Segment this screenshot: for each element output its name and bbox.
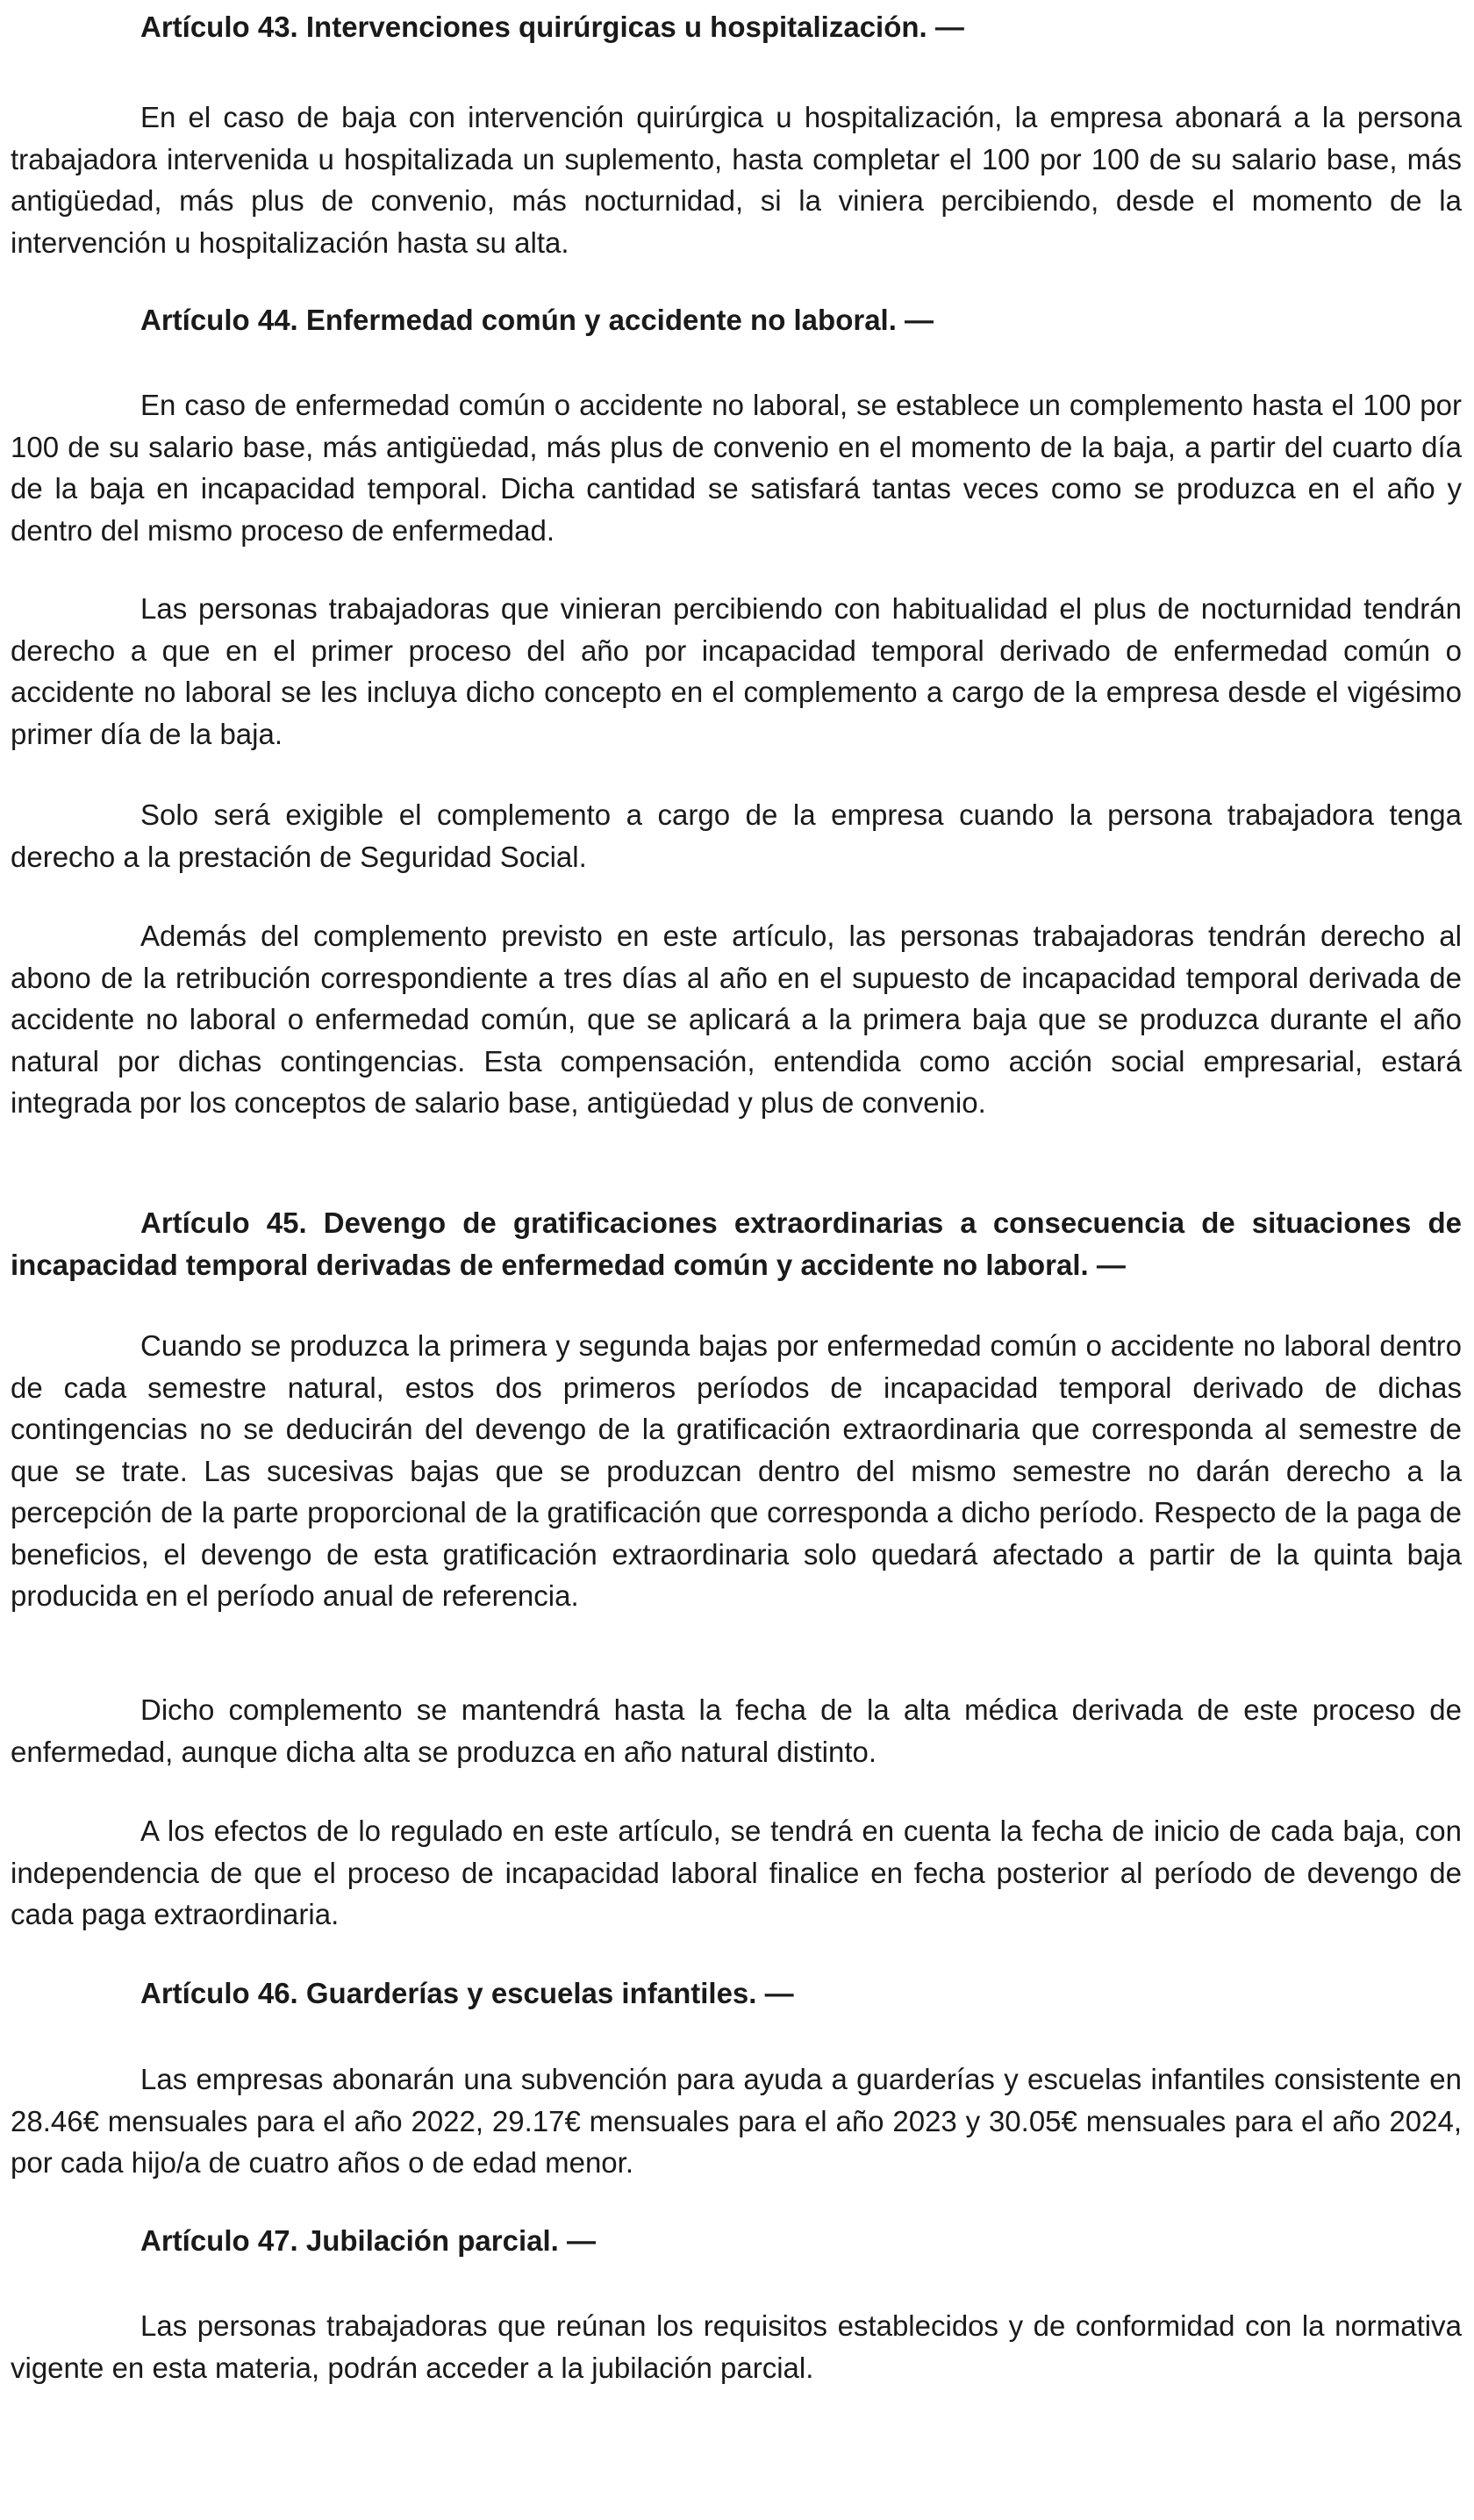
article-44-heading: Artículo 44. Enfermedad común y accidente no laboral. — bbox=[140, 304, 934, 336]
article-45-paragraph-1: Cuando se produzca la primera y segunda bajas por enfermedad común o accidente no laboral dentro de cada semestre natural, estos dos primeros períodos de incapacidad temporal derivado de dichas contingencias no se deducirán del devengo de la gratificación extraordinaria que corresponda al semestre de que se trate. Las sucesivas bajas que se produzcan dentro del mismo semestre no darán derecho a la percepción de la parte proporcional de la gratificación que corresponda a dicho período. Respecto de la paga de beneficios, el devengo de esta gratificación extraordinaria solo quedará afectado a partir de la quinta baja producida en el período anual de referencia. bbox=[11, 1329, 1462, 1612]
article-43-heading: Artículo 43. Intervenciones quirúrgicas u hospitalización. — bbox=[140, 11, 964, 43]
article-44-paragraph-1: En caso de enfermedad común o accidente no laboral, se establece un complemento hasta el 100 por 100 de su salario base, más antigüedad, más plus de convenio en el momento de la baja, a partir del cuarto día de la baja en incapacidad temporal. Dicha cantidad se satisfará tantas veces como se produzca en el año y dentro del mismo proceso de enfermedad. bbox=[11, 389, 1462, 547]
article-45-paragraph-3: A los efectos de lo regulado en este artículo, se tendrá en cuenta la fecha de inicio de cada baja, con independencia de que el proceso de incapacidad laboral finalice en fecha posterior al período de devengo de cada paga extraordinaria. bbox=[11, 1815, 1462, 1930]
article-43-paragraph-1: En el caso de baja con intervención quirúrgica u hospitalización, la empresa abonará a la persona trabajadora intervenida u hospitalizada un suplemento, hasta completar el 100 por 100 de su salario base, más antigüedad, más plus de convenio, más nocturnidad, si la viniera percibiendo, desde el momento de la intervención u hospitalización hasta su alta. bbox=[11, 101, 1462, 259]
article-44-paragraph-2: Las personas trabajadoras que vinieran percibiendo con habitualidad el plus de nocturnidad tendrán derecho a que en el primer proceso del año por incapacidad temporal derivado de enfermedad común o accidente no laboral se les incluya dicho concepto en el complemento a cargo de la empresa desde el vigésimo primer día de la baja. bbox=[11, 592, 1462, 750]
article-47-paragraph-1: Las personas trabajadoras que reúnan los requisitos establecidos y de conformidad con la normativa vigente en esta materia, podrán acceder a la jubilación parcial. bbox=[11, 2309, 1462, 2384]
article-46-heading: Artículo 46. Guarderías y escuelas infantiles. — bbox=[140, 1977, 794, 2009]
article-46-paragraph-1: Las empresas abonarán una subvención para ayuda a guarderías y escuelas infantiles consistente en 28.46€ mensuales para el año 2022, 29.17€ mensuales para el año 2023 y 30.05€ mensuales para el año 2024, por cada hijo/a de cuatro años o de edad menor. bbox=[11, 2063, 1462, 2179]
article-47-heading: Artículo 47. Jubilación parcial. — bbox=[140, 2224, 596, 2257]
article-45-heading: Artículo 45. Devengo de gratificaciones extraordinarias a consecuencia de situaciones de incapacidad temporal derivadas de enfermedad común y accidente no laboral. — bbox=[11, 1206, 1462, 1281]
article-44-paragraph-3: Solo será exigible el complemento a cargo de la empresa cuando la persona trabajadora tenga derecho a la prestación de Seguridad Social. bbox=[11, 798, 1462, 873]
article-45-paragraph-2: Dicho complemento se mantendrá hasta la fecha de la alta médica derivada de este proceso de enfermedad, aunque dicha alta se produzca en año natural distinto. bbox=[11, 1693, 1462, 1768]
article-44-paragraph-4: Además del complemento previsto en este artículo, las personas trabajadoras tendrán derecho al abono de la retribución correspondiente a tres días al año en el supuesto de incapacidad temporal derivada de accidente no laboral o enfermedad común, que se aplicará a la primera baja que se produzca durante el año natural por dichas contingencias. Esta compensación, entendida como acción social empresarial, estará integrada por los conceptos de salario base, antigüedad y plus de convenio. bbox=[11, 920, 1462, 1119]
